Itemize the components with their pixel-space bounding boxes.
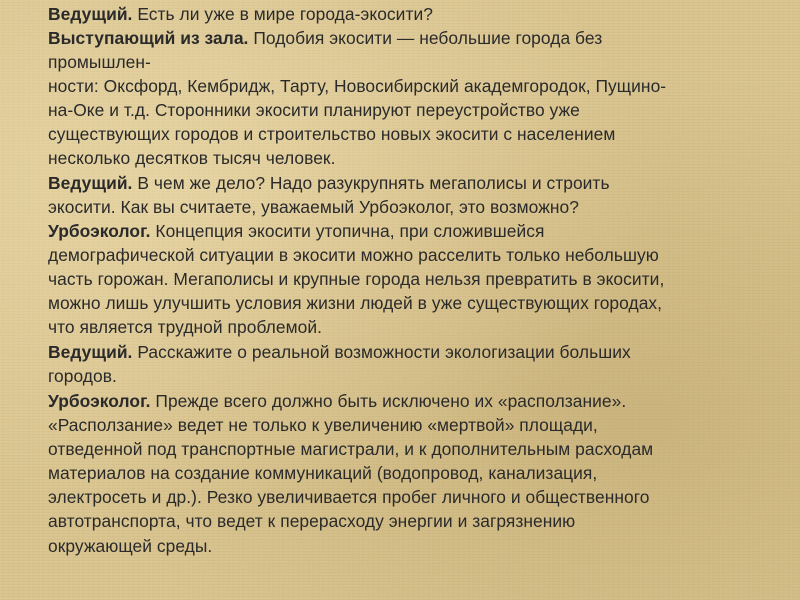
line-text: окружающей среды. <box>48 536 213 556</box>
speaker-label: Ведущий. <box>48 4 133 24</box>
text-line <box>48 364 780 388</box>
text-line <box>48 389 780 413</box>
line-text: городов. <box>48 366 117 386</box>
speaker-label: Ведущий. <box>48 342 133 362</box>
line-text: автотранспорта, что ведет к перерасходу энергии и загрязнению <box>48 511 576 531</box>
text-line <box>48 171 780 195</box>
text-line <box>48 437 780 461</box>
line-text: отведенной под транспортные магистрали, и к дополнительным расходам <box>48 439 654 459</box>
text-line <box>48 146 780 170</box>
text-line <box>48 195 780 219</box>
line-text: демографической ситуации в экосити можно расселить только небольшую <box>48 245 659 265</box>
text-line <box>48 413 780 437</box>
line-text: ности: Оксфорд, Кембридж, Тарту, Новосибирский академгородок, Пущино- <box>48 76 667 96</box>
text-line <box>48 219 780 243</box>
line-text: экосити. Как вы считаете, уважаемый Урбоэколог, это возможно? <box>48 197 579 217</box>
text-line <box>48 509 780 533</box>
text-line <box>48 485 780 509</box>
line-text: несколько десятков тысяч человек. <box>48 148 336 168</box>
text-line <box>48 340 780 364</box>
line-text: «Расползание» ведет не только к увеличению «мертвой» площади, <box>48 415 598 435</box>
line-text: Есть ли уже в мире города-экосити? <box>132 4 433 24</box>
line-text: В чем же дело? Надо разукрупнять мегаполисы и строить <box>132 173 610 193</box>
speaker-label: Урбоэколог. <box>48 221 151 241</box>
text-line <box>48 315 780 339</box>
line-text: промышлен- <box>48 52 151 72</box>
text-line <box>48 2 780 26</box>
text-line <box>48 534 780 558</box>
line-text: часть горожан. Мегаполисы и крупные города нельзя превратить в экосити, <box>48 269 665 289</box>
line-text: можно лишь улучшить условия жизни людей в уже существующих городах, <box>48 293 663 313</box>
text-line <box>48 26 780 50</box>
text-line <box>48 461 780 485</box>
text-line <box>48 291 780 315</box>
line-text: Прежде всего должно быть исключено их «расползание». <box>150 391 627 411</box>
text-line <box>48 267 780 291</box>
line-text: Подобия экосити — небольшие города без <box>248 28 603 48</box>
text-line <box>48 243 780 267</box>
line-text: Концепция экосити утопична, при сложившейся <box>150 221 545 241</box>
line-text: существующих городов и строительство новых экосити с населением <box>48 124 616 144</box>
line-text: материалов на создание коммуникаций (водопровод, канализация, <box>48 463 598 483</box>
text-line <box>48 50 780 74</box>
speaker-label: Урбоэколог. <box>48 391 151 411</box>
speaker-label: Ведущий. <box>48 173 133 193</box>
line-text: электросеть и др.). Резко увеличивается пробег личного и общественного <box>48 487 650 507</box>
text-line <box>48 98 780 122</box>
line-text: что является трудной проблемой. <box>48 317 322 337</box>
speaker-label: Выступающий из зала. <box>48 28 249 48</box>
line-text: на-Оке и т.д. Сторонники экосити планируют переустройство уже <box>48 100 580 120</box>
text-line <box>48 74 780 98</box>
text-line <box>48 122 780 146</box>
line-text: Расскажите о реальной возможности экологизации больших <box>132 342 631 362</box>
